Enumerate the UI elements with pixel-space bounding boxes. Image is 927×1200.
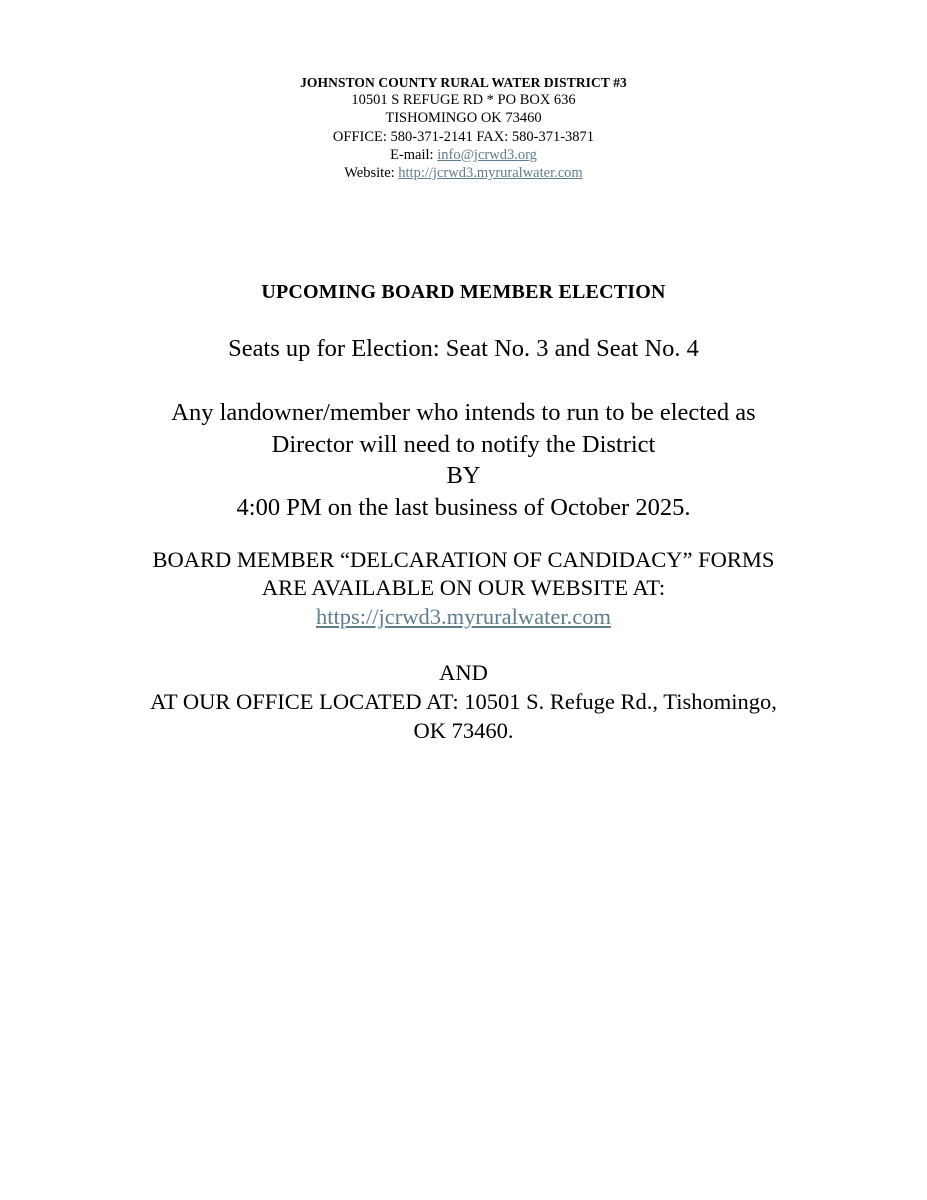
seats-up-for-election: Seats up for Election: Seat No. 3 and Seat No. 4	[228, 335, 699, 362]
website-label: Website:	[344, 165, 395, 182]
forms-website-link[interactable]: https://jcrwd3.myruralwater.com	[316, 604, 611, 629]
intent-deadline: 4:00 PM on the last business of October 2025.	[236, 493, 691, 521]
website-link[interactable]: http://jcrwd3.myruralwater.com	[398, 165, 583, 182]
email-link[interactable]: info@jcrwd3.org	[437, 146, 537, 163]
page-title: UPCOMING BOARD MEMBER ELECTION	[261, 281, 666, 303]
intent-line-2: Director will need to notify the District	[271, 430, 656, 458]
forms-line-1: BOARD MEMBER “DELCARATION OF CANDIDACY” FORMS	[152, 547, 775, 572]
candidacy-forms-notice	[0, 546, 927, 632]
intent-to-run-notice	[0, 397, 927, 523]
office-line-1: AT OUR OFFICE LOCATED AT: 10501 S. Refuge Rd., Tishomingo,	[150, 689, 777, 714]
office-line-2: OK 73460.	[413, 718, 514, 743]
letterhead-website-row	[0, 164, 927, 182]
intent-line-3-by: BY	[446, 462, 481, 489]
letterhead-address-line-2: TISHOMINGO OK 73460	[385, 110, 542, 127]
letterhead-phone-fax: OFFICE: 580-371-2141 FAX: 580-371-3871	[332, 128, 595, 145]
letterhead-address-line-1: 10501 S REFUGE RD * PO BOX 636	[351, 92, 576, 108]
organization-name: JOHNSTON COUNTY RURAL WATER DISTRICT #3	[300, 75, 627, 90]
blank-page-area	[0, 760, 927, 1200]
letterhead	[0, 74, 927, 182]
office-location-notice	[0, 658, 927, 745]
forms-line-2: ARE AVAILABLE ON OUR WEBSITE AT:	[261, 575, 666, 600]
email-label: E-mail:	[390, 146, 434, 163]
intent-line-1: Any landowner/member who intends to run to be elected as	[171, 399, 756, 426]
and-separator: AND	[439, 660, 488, 685]
letterhead-email-row	[0, 146, 927, 164]
forms-url-row	[0, 602, 927, 632]
